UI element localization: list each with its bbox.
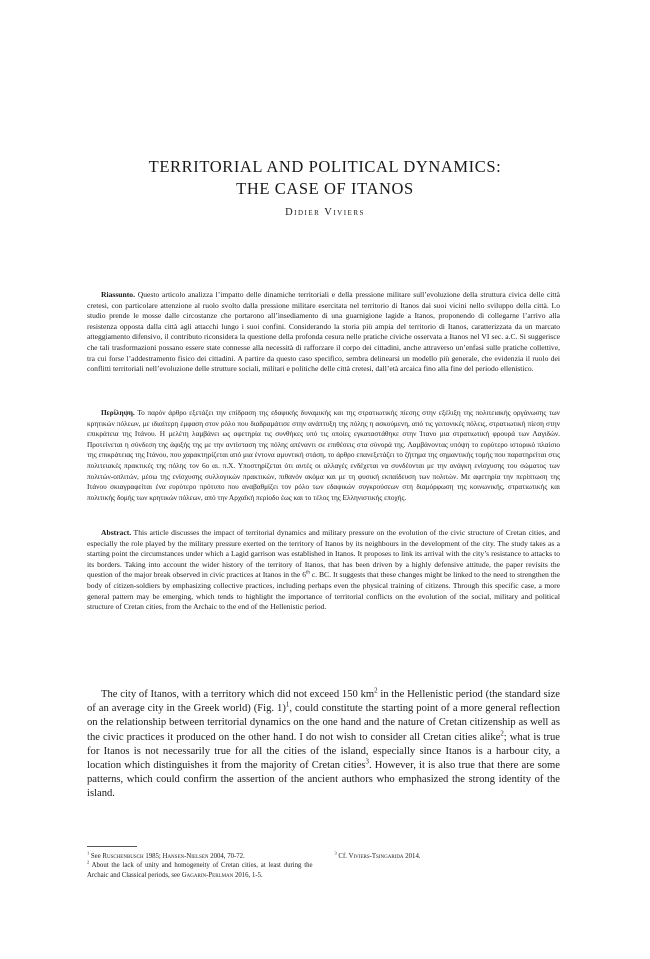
km-superscript: 2: [374, 687, 378, 695]
body-text-segment: ; what is true for Itanos is not necessarily true for all the cities of the island, especially since Itanos is a harbour city, a location which distinguishes it from the majority of Cretan cities: [87, 731, 560, 772]
abstract-english-text-b: c. BC. It suggests that these changes might be linked to the need to strengthen the body of citizen-soldiers by emphasizing collective practices, including perhaps even the physical training of citizens. Through this specific case, a more general pattern may be emerging, which tends to highlight the importance of territorial conflicts on the evolution of the social, military and political structure of Cretan cities, from the Archaic to the end of the Hellenistic period.: [87, 570, 561, 612]
footnote-ref-3[interactable]: 3: [365, 758, 369, 766]
footnote-ref-1[interactable]: 1: [285, 701, 290, 709]
body-text-segment: , could constitute the starting point of a more general reflection on the relationship between territorial dynamics on the one hand and the nature of Cretan citizenship as well as the civic practices it produced on the other hand. I do not wish to consider all Cretan cities alike: [87, 703, 560, 743]
footnote-3: [335, 852, 561, 861]
footnote-citation: Gagarin-Perlman: [181, 871, 234, 879]
abstract-italian: [87, 290, 560, 375]
footnote-text: Cf.: [338, 853, 349, 860]
body-text-segment: The city of Itanos, with a territory which did not exceed 150 km: [101, 689, 375, 700]
footnotes: [87, 852, 560, 880]
footnote-text: About the lack of unity and homogeneity of Cretan cities, at least during the Archaic and Classical periods, see: [87, 862, 313, 879]
author-name: Didier Viviers: [285, 207, 365, 218]
footnote-number: 3: [334, 850, 337, 856]
footnote-text: 2004, 70-72.: [208, 853, 245, 860]
abstract-english: [87, 528, 560, 613]
abstract-english-text-a: This article discusses the impact of territorial dynamics and military pressure on the evolution of the civic structure of Cretan cities, and especially the role played by the military pressure exerted on the territory of Itanos by its neighbours in the development of the city. The study takes as a starting point the circumstances under which a Lagid garrison was established in Itanos. It proposes to link its arrival with the city’s resistance to attacks to its borders. Taking into account the wider history of the territory of Itanos, that has been driven by a highly defensive attitude, the paper revisits the question of the major break observed in civic practices at Itanos in the 6: [87, 528, 560, 580]
footnote-citation: Viviers-Tsingarida: [348, 853, 404, 860]
footnote-number: 2: [87, 860, 90, 866]
body-text-segment: . However, it is also true that there are some patterns, which could confirm the assertion of the ancient authors who emphasized the strong identity of the island.: [87, 760, 560, 800]
abstract-greek-text: Το παρόν άρθρο εξετάζει την επίδραση της εδαφικής δυναμικής και της στρατιωτικής πίεσης στην εξέλιξη της πολιτειακής οργάνωσης των κρητικών πόλεων, με ιδιαίτερη έμφαση στον ρόλο που διαδραμάτισε στην ανάπτυξη της πόλης η ασκούμενη, από τις γειτονικές πόλεις, στρατιωτική πίεση στην επικράτεια της Ιτάνου. Η μελέτη λαμβάνει ως αφετηρία τις συνθήκες υπό τις οποίες εγκαταστάθηκε στην Ίτανο μια στρατιωτική φρουρά των Λαγιδών. Προτείνεται η σύνδεση της άφιξής της με την αντίσταση της πόλης απέναντι σε επιθέσεις στα σύνορά της. Λαμβάνοντας υπόψη το ευρύτερο ιστορικό πλαίσιο της επικράτειας της Ιτάνου, που χαρακτηρίζεται από μια έντονα αμυντική στάση, το άρθρο επανεξετάζει το ζήτημα της σημαντικής τομής που παρατηρείται στις πολιτειακές πρακτικές της πόλης τον 6ο αι. π.Χ. Υποστηρίζεται ότι αυτές οι αλλαγές ενδέχεται να συνδέονται με την ανάγκη ενίσχυσης του σώματος των πολιτών-οπλιτών, μέσω της ενίσχυσης συλλογικών πρακτικών, πιθανόν ακόμα και με τη φυσική εκπαίδευση των πολιτών. Με αφετηρία την περίπτωση της Ιτάνου σκιαγραφείται ένα ευρύτερο πρότυπο που αναβαθμίζει τον ρόλο των εδαφικών συγκρούσεων στη διαμόρφωση της κοινωνικής, στρατιωτικής και πολιτικής δομής των κρητικών πόλεων, από την Αρχαϊκή περίοδο έως και το τέλος της Ελληνιστικής εποχής.: [87, 408, 560, 502]
title-line-1: TERRITORIAL AND POLITICAL DYNAMICS:: [148, 157, 502, 176]
footnote-1: [87, 852, 313, 861]
footnote-ref-2[interactable]: 2: [500, 730, 504, 738]
title-line-2: THE CASE OF ITANOS: [236, 179, 414, 198]
abstract-english-lead: Abstract.: [101, 528, 132, 537]
footnote-number: 1: [87, 850, 90, 856]
body-text-segment: in the Hellenistic period (the standard size of an average city in the Greek world) (Fig. 1): [87, 689, 560, 715]
footnote-2: [87, 861, 313, 880]
abstract-english-superscript: th: [306, 570, 310, 576]
footnote-citation: Ruschenbusch: [102, 853, 144, 860]
footnote-text: 1985;: [143, 853, 163, 860]
abstract-greek: [87, 408, 560, 503]
abstract-greek-lead: Περίληψη.: [101, 408, 135, 417]
abstract-italian-text: Questo articolo analizza l’impatto delle dinamiche territoriali e della pressione militare sull’evoluzione della struttura civica delle città cretesi, con particolare attenzione al ruolo svolto dalla pressione militare esercitata nel territorio di Itanos dai suoi vicini nello sviluppo della città. Lo studio prende le mosse dalle circostanze che portarono all’insediamento di una guarnigione lagide a Itanos, proponendo di collegarne l’arrivo alla resistenza opposta dalla città agli attacchi lungo i suoi confini. Considerando la storia più ampia del territorio di Itanos, caratterizzata da un marcato atteggiamento difensivo, il contributo riconsidera la questione della profonda cesura nelle pratiche civiche osservata a Itanos nel VI sec. a.C. Si suggerisce che tali trasformazioni possano essere state connesse alla necessità di rafforzare il corpo dei cittadini, anche attraverso un’enfasi sulle pratiche collettive, tra cui forse l’addestramento fisico dei cittadini. A partire da questo caso specifico, sembra delinearsi un modello più generale, che evidenzia il ruolo dei conflitti territoriali nell’evoluzione delle strutture sociali, militari e politiche delle città cretesi, dall’età arcaica fino alla fine del periodo ellenistico.: [87, 290, 560, 374]
abstract-italian-lead: Riassunto.: [101, 290, 135, 299]
body-paragraph: [87, 688, 560, 802]
footnote-citation: Hansen-Nielsen: [162, 853, 209, 860]
article-title: [60, 156, 590, 200]
footnote-divider: [87, 846, 137, 847]
footnote-text: 2014.: [403, 853, 421, 860]
footnote-text: See: [90, 853, 103, 860]
footnote-text: 2016, 1-5.: [233, 871, 263, 879]
